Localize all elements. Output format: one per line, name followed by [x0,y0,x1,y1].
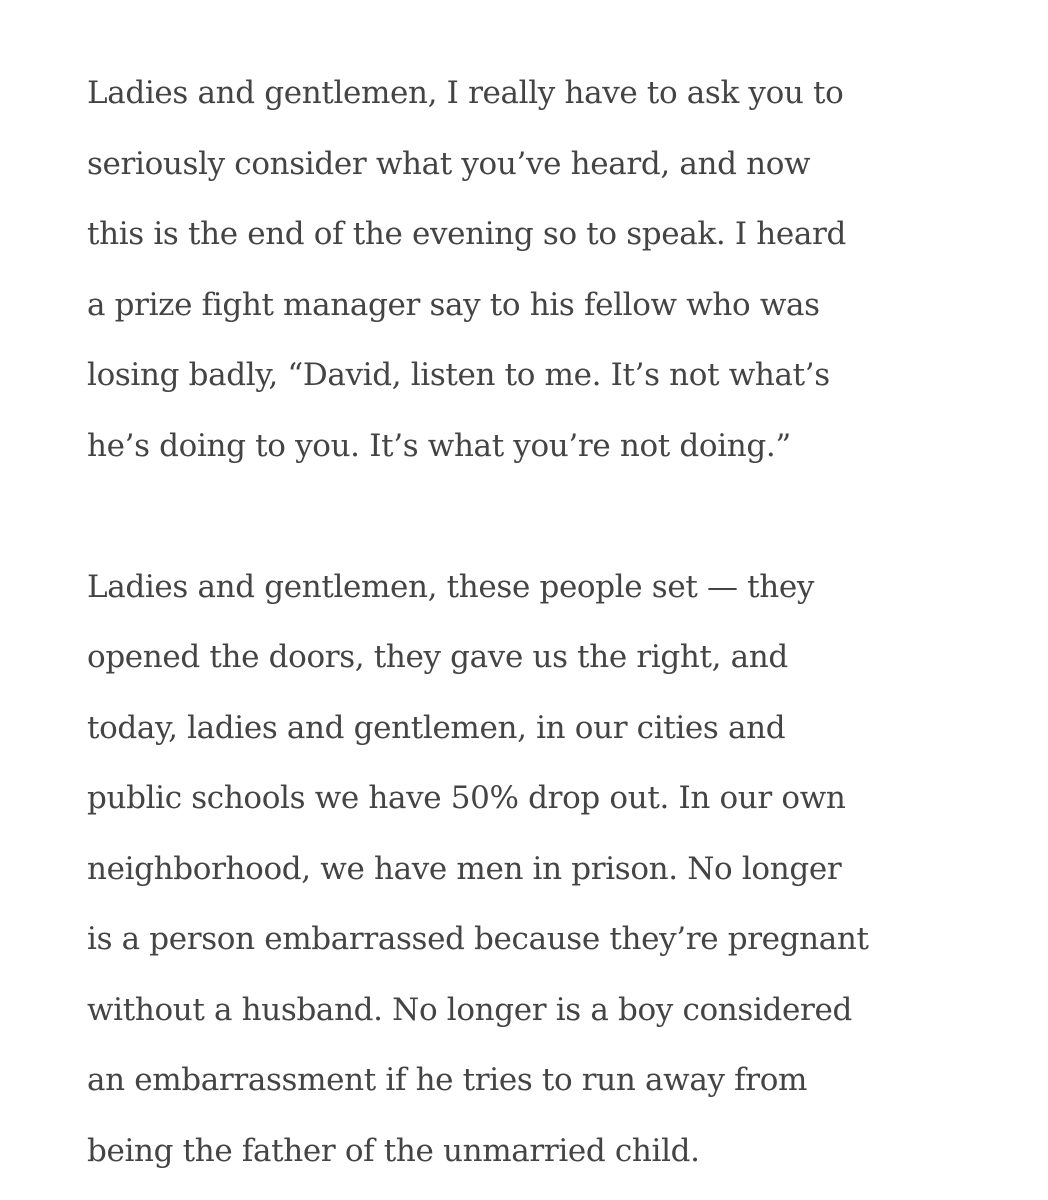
text-line: public schools we have 50% drop out. In our own [87,780,846,816]
text-line: an embarrassment if he tries to run away from [87,1062,808,1098]
text-line: without a husband. No longer is a boy considered [87,991,852,1028]
text-line: being the father of the unmarried child. [87,1132,700,1169]
text-line: this is the end of the evening so to speak. I heard [87,216,846,252]
text-line: Ladies and gentlemen, I really have to ask you to [87,75,844,111]
paragraph-1 [87,58,987,481]
text-line: losing badly, “David, listen to me. It’s not what’s [87,357,830,393]
text-line: is a person embarrassed because they’re pregnant [87,921,869,957]
article-body [87,58,987,1186]
text-line: today, ladies and gentlemen, in our cities and [87,709,786,746]
text-line: a prize fight manager say to his fellow who was [87,286,820,323]
text-line: he’s doing to you. It’s what you’re not doing.” [87,427,791,464]
text-line: seriously consider what you’ve heard, and now [87,145,811,182]
text-line: opened the doors, they gave us the right, and [87,639,788,675]
text-line: neighborhood, we have men in prison. No longer [87,850,842,887]
text-line: Ladies and gentlemen, these people set — they [87,568,815,605]
paragraph-2 [87,552,987,1187]
